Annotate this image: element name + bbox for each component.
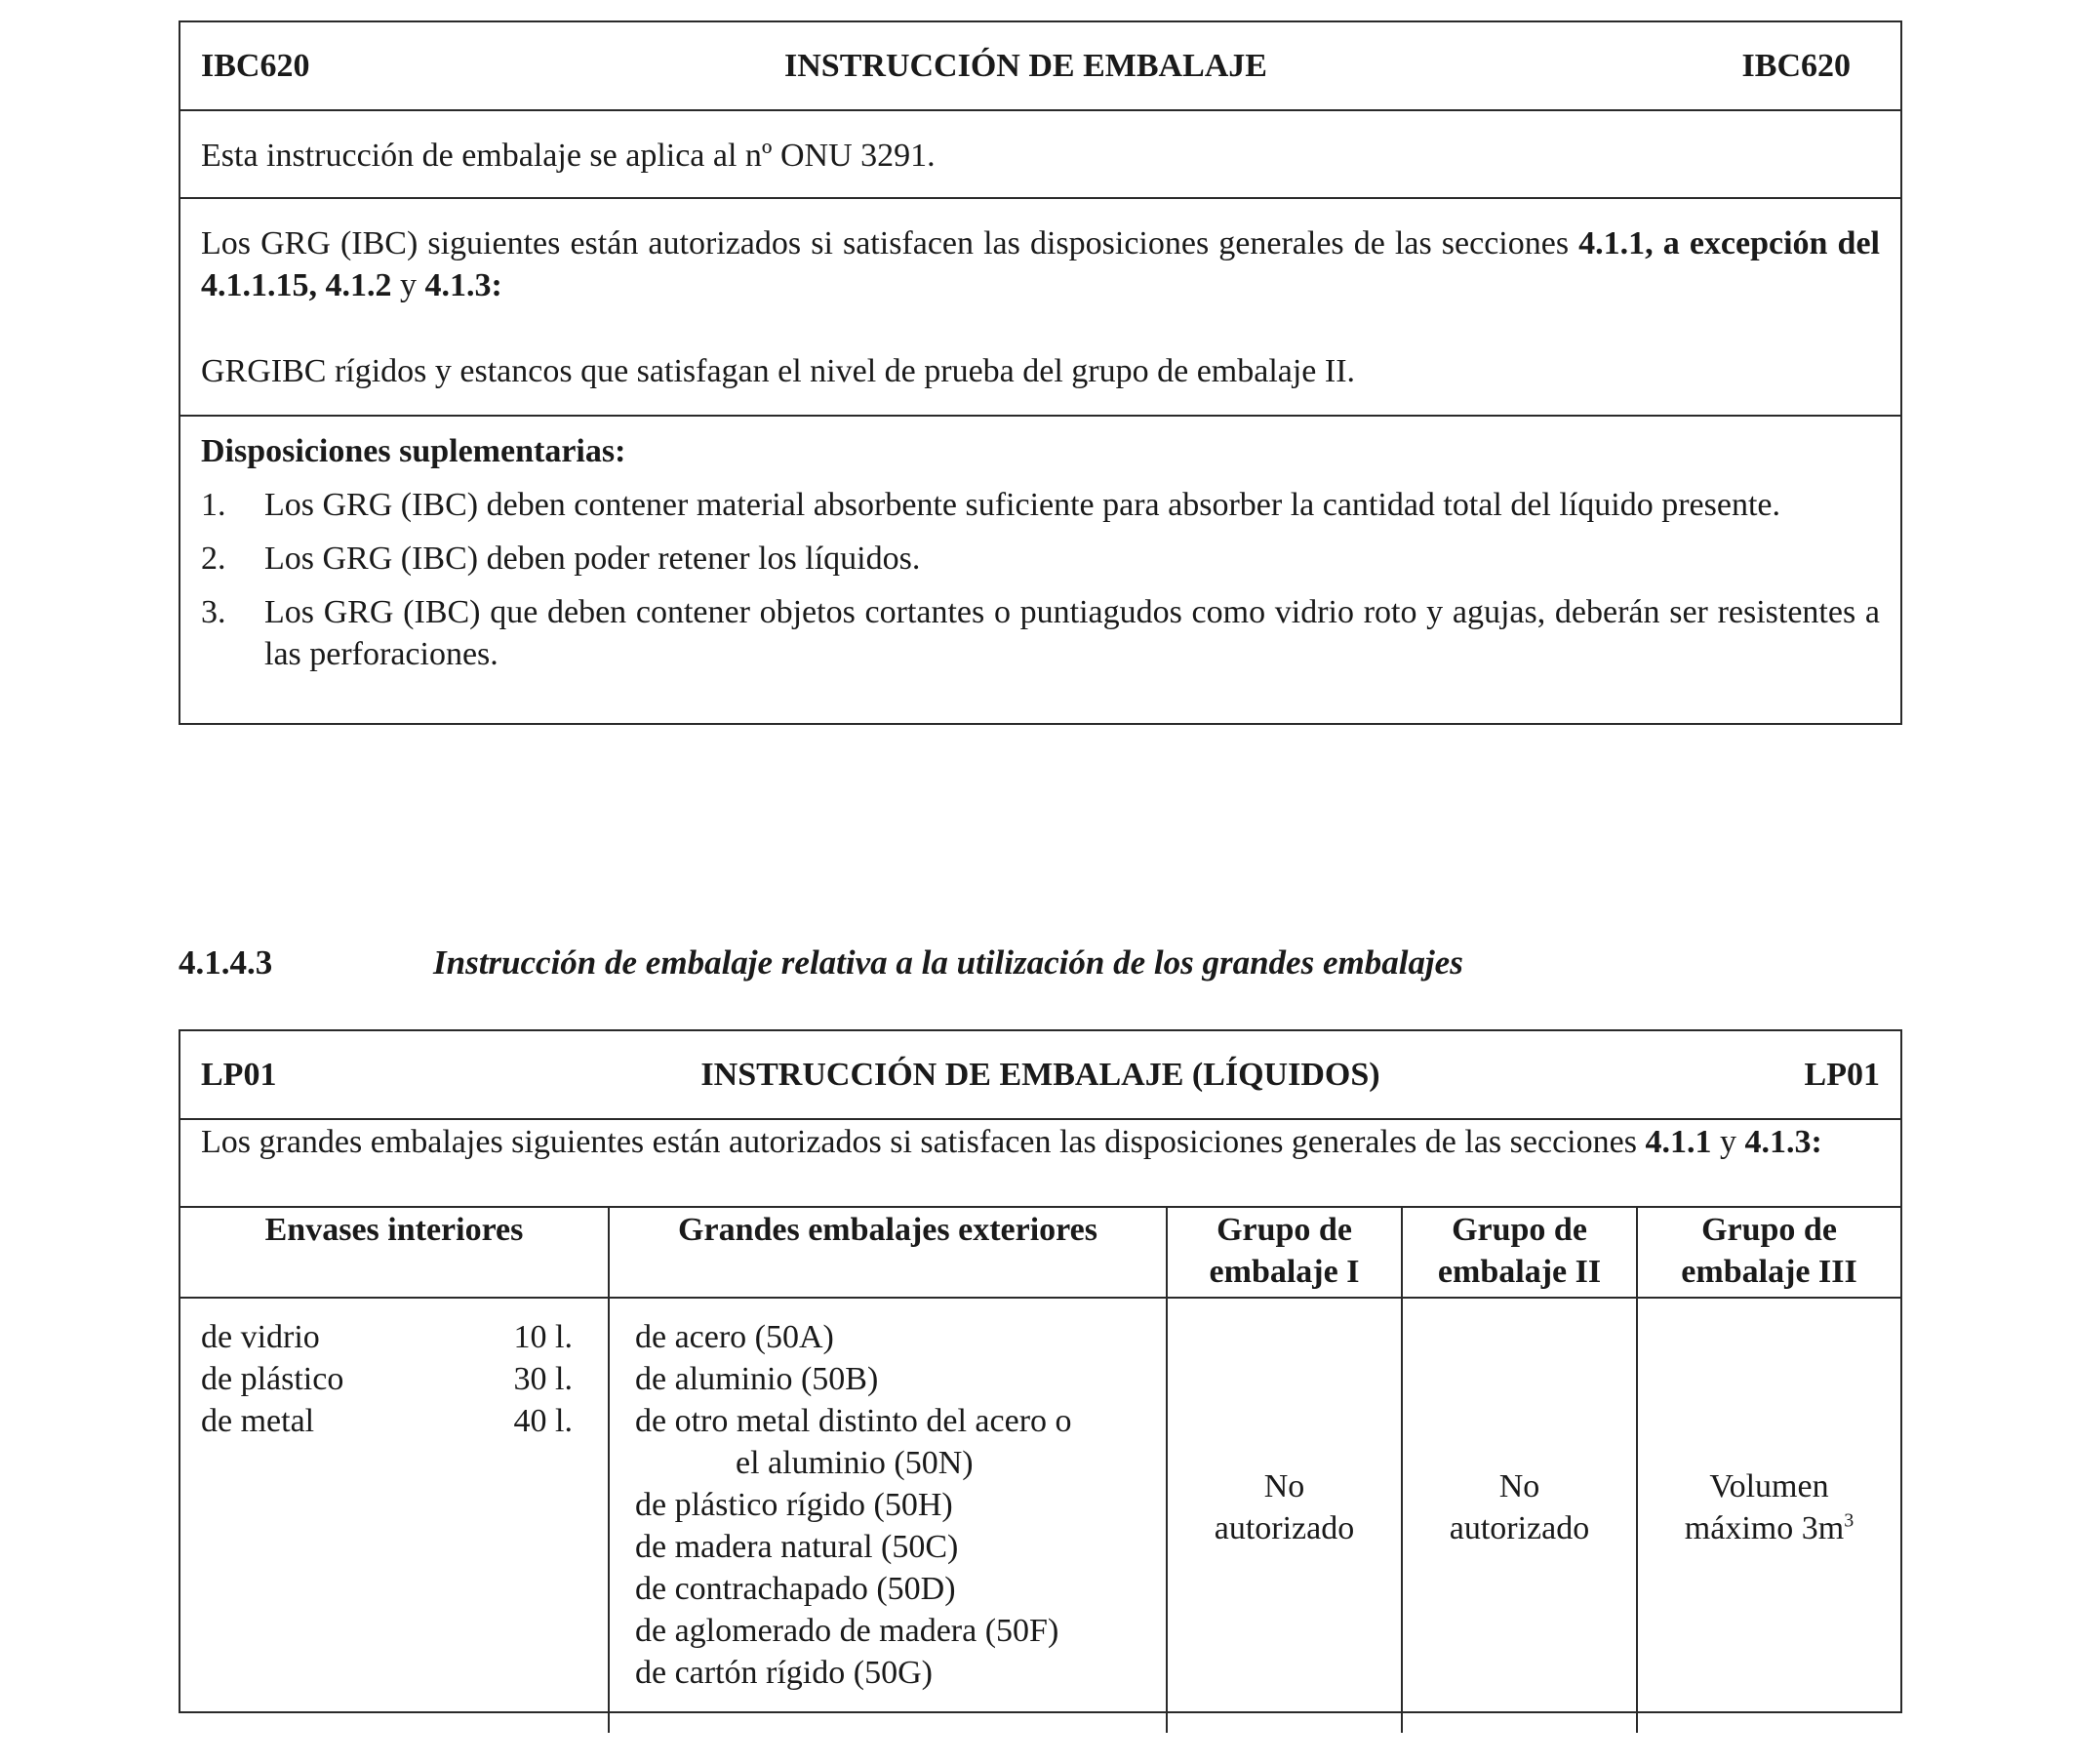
lp01-authorization-row: [180, 1120, 1900, 1208]
group-1-cell: [1168, 1299, 1401, 1715]
lp01-code-left: LP01: [201, 1057, 277, 1093]
header-packing-group-2: Grupo de embalaje II: [1403, 1208, 1636, 1299]
column-inner: [180, 1208, 610, 1733]
list-item: el aluminio (50N): [736, 1445, 974, 1481]
group-3-text: Volumen máximo 3m: [1684, 1467, 1845, 1546]
inner-material: de plástico: [201, 1361, 344, 1397]
auth-text-sections: 4.1.1, a excepción del 4.1.1.15, 4.1.2: [201, 225, 1880, 303]
list-number: 1.: [201, 487, 226, 523]
ibc620-supplementary-row: [180, 417, 1900, 675]
lp01-header: [180, 1031, 1900, 1120]
group-3-cell: [1638, 1299, 1900, 1715]
list-text: Los GRG (IBC) que deben contener objetos cortantes o puntiagudos como vidrio roto y agujas, deberán ser resistentes a las perforaciones.: [264, 594, 1880, 672]
supplementary-title: Disposiciones suplementarias:: [201, 433, 626, 469]
list-item: [201, 484, 1880, 526]
auth-text-plain: Los GRG (IBC) siguientes están autorizados si satisfacen las disposiciones generales de las secciones: [201, 225, 1579, 261]
column-group-3: [1638, 1208, 1900, 1733]
table-row: [180, 1400, 608, 1442]
table-row: [180, 1358, 608, 1400]
inner-capacity: 30 l.: [513, 1361, 573, 1397]
ibc620-title: INSTRUCCIÓN DE EMBALAJE: [784, 48, 1267, 84]
table-row: [180, 1316, 608, 1358]
list-number: 3.: [201, 594, 226, 630]
ibc620-authorization-row: [180, 199, 1900, 417]
lp01-title: INSTRUCCIÓN DE EMBALAJE (LÍQUIDOS): [700, 1057, 1380, 1093]
ibc620-code-right: IBC620: [1741, 48, 1851, 84]
list-item: de acero (50A): [635, 1319, 834, 1355]
list-item: de cartón rígido (50G): [635, 1655, 933, 1691]
group-3-value: [1638, 1299, 1900, 1715]
group-2-value: No autorizado: [1449, 1467, 1590, 1546]
section-heading: [179, 942, 1463, 983]
header-outer-packagings: Grandes embalajes exteriores: [610, 1208, 1166, 1299]
column-group-2: [1403, 1208, 1638, 1733]
inner-capacity: 10 l.: [513, 1319, 573, 1355]
lp01-instruction-box: [179, 1029, 1902, 1713]
column-outer: [610, 1208, 1168, 1733]
auth-text-section-last: 4.1.3:: [424, 267, 502, 303]
inner-material: de metal: [201, 1403, 315, 1439]
auth-text-and: y: [1711, 1124, 1745, 1160]
group-1-value: No autorizado: [1214, 1467, 1355, 1546]
ibc620-authorization-text: [201, 222, 1880, 306]
group-3-superscript: 3: [1844, 1509, 1855, 1532]
inner-material: de vidrio: [201, 1319, 320, 1355]
ibc620-grg-line: GRGIBC rígidos y estancos que satisfagan el nivel de prueba del grupo de embalaje II.: [201, 353, 1356, 389]
list-item: [201, 591, 1880, 675]
list-number: 2.: [201, 541, 226, 577]
list-item: de aluminio (50B): [635, 1361, 879, 1397]
group-2-cell: [1403, 1299, 1636, 1715]
ibc620-applies-text: Esta instrucción de embalaje se aplica al nº ONU 3291.: [201, 138, 936, 174]
section-title: Instrucción de embalaje relativa a la utilización de los grandes embalajes: [433, 943, 1463, 982]
lp01-code-right: LP01: [1804, 1057, 1880, 1093]
supplementary-list: [201, 484, 1880, 675]
list-item: de plástico rígido (50H): [635, 1487, 953, 1523]
list-text: Los GRG (IBC) deben poder retener los líquidos.: [264, 541, 921, 577]
ibc620-instruction-box: [179, 20, 1902, 725]
auth-text-and: y: [391, 267, 425, 303]
ibc620-applies-row: [180, 111, 1900, 199]
section-number: 4.1.4.3: [179, 943, 273, 982]
auth-text-plain: Los grandes embalajes siguientes están autorizados si satisfacen las disposiciones generales de las secciones: [201, 1124, 1646, 1160]
header-packing-group-1: Grupo de embalaje I: [1168, 1208, 1401, 1299]
header-packing-group-3: Grupo de embalaje III: [1638, 1208, 1900, 1299]
list-item: de aglomerado de madera (50F): [635, 1613, 1059, 1649]
lp01-packaging-table: [180, 1208, 1900, 1733]
inner-capacity: 40 l.: [513, 1403, 573, 1439]
ibc620-header: [180, 22, 1900, 111]
list-item: [201, 538, 1880, 580]
ibc620-code-left: IBC620: [201, 48, 310, 84]
column-group-1: [1168, 1208, 1403, 1733]
auth-text-section-last: 4.1.3:: [1744, 1124, 1822, 1160]
auth-text-section: 4.1.1: [1645, 1124, 1712, 1160]
list-text: Los GRG (IBC) deben contener material absorbente suficiente para absorber la cantidad total del líquido presente.: [264, 487, 1780, 523]
list-item: de contrachapado (50D): [635, 1571, 956, 1607]
list-item: de madera natural (50C): [635, 1529, 959, 1565]
header-inner-packagings: Envases interiores: [180, 1208, 608, 1299]
list-item: de otro metal distinto del acero o: [635, 1403, 1072, 1439]
outer-packagings-cell: [610, 1299, 1166, 1733]
inner-packagings-cell: [180, 1299, 608, 1733]
